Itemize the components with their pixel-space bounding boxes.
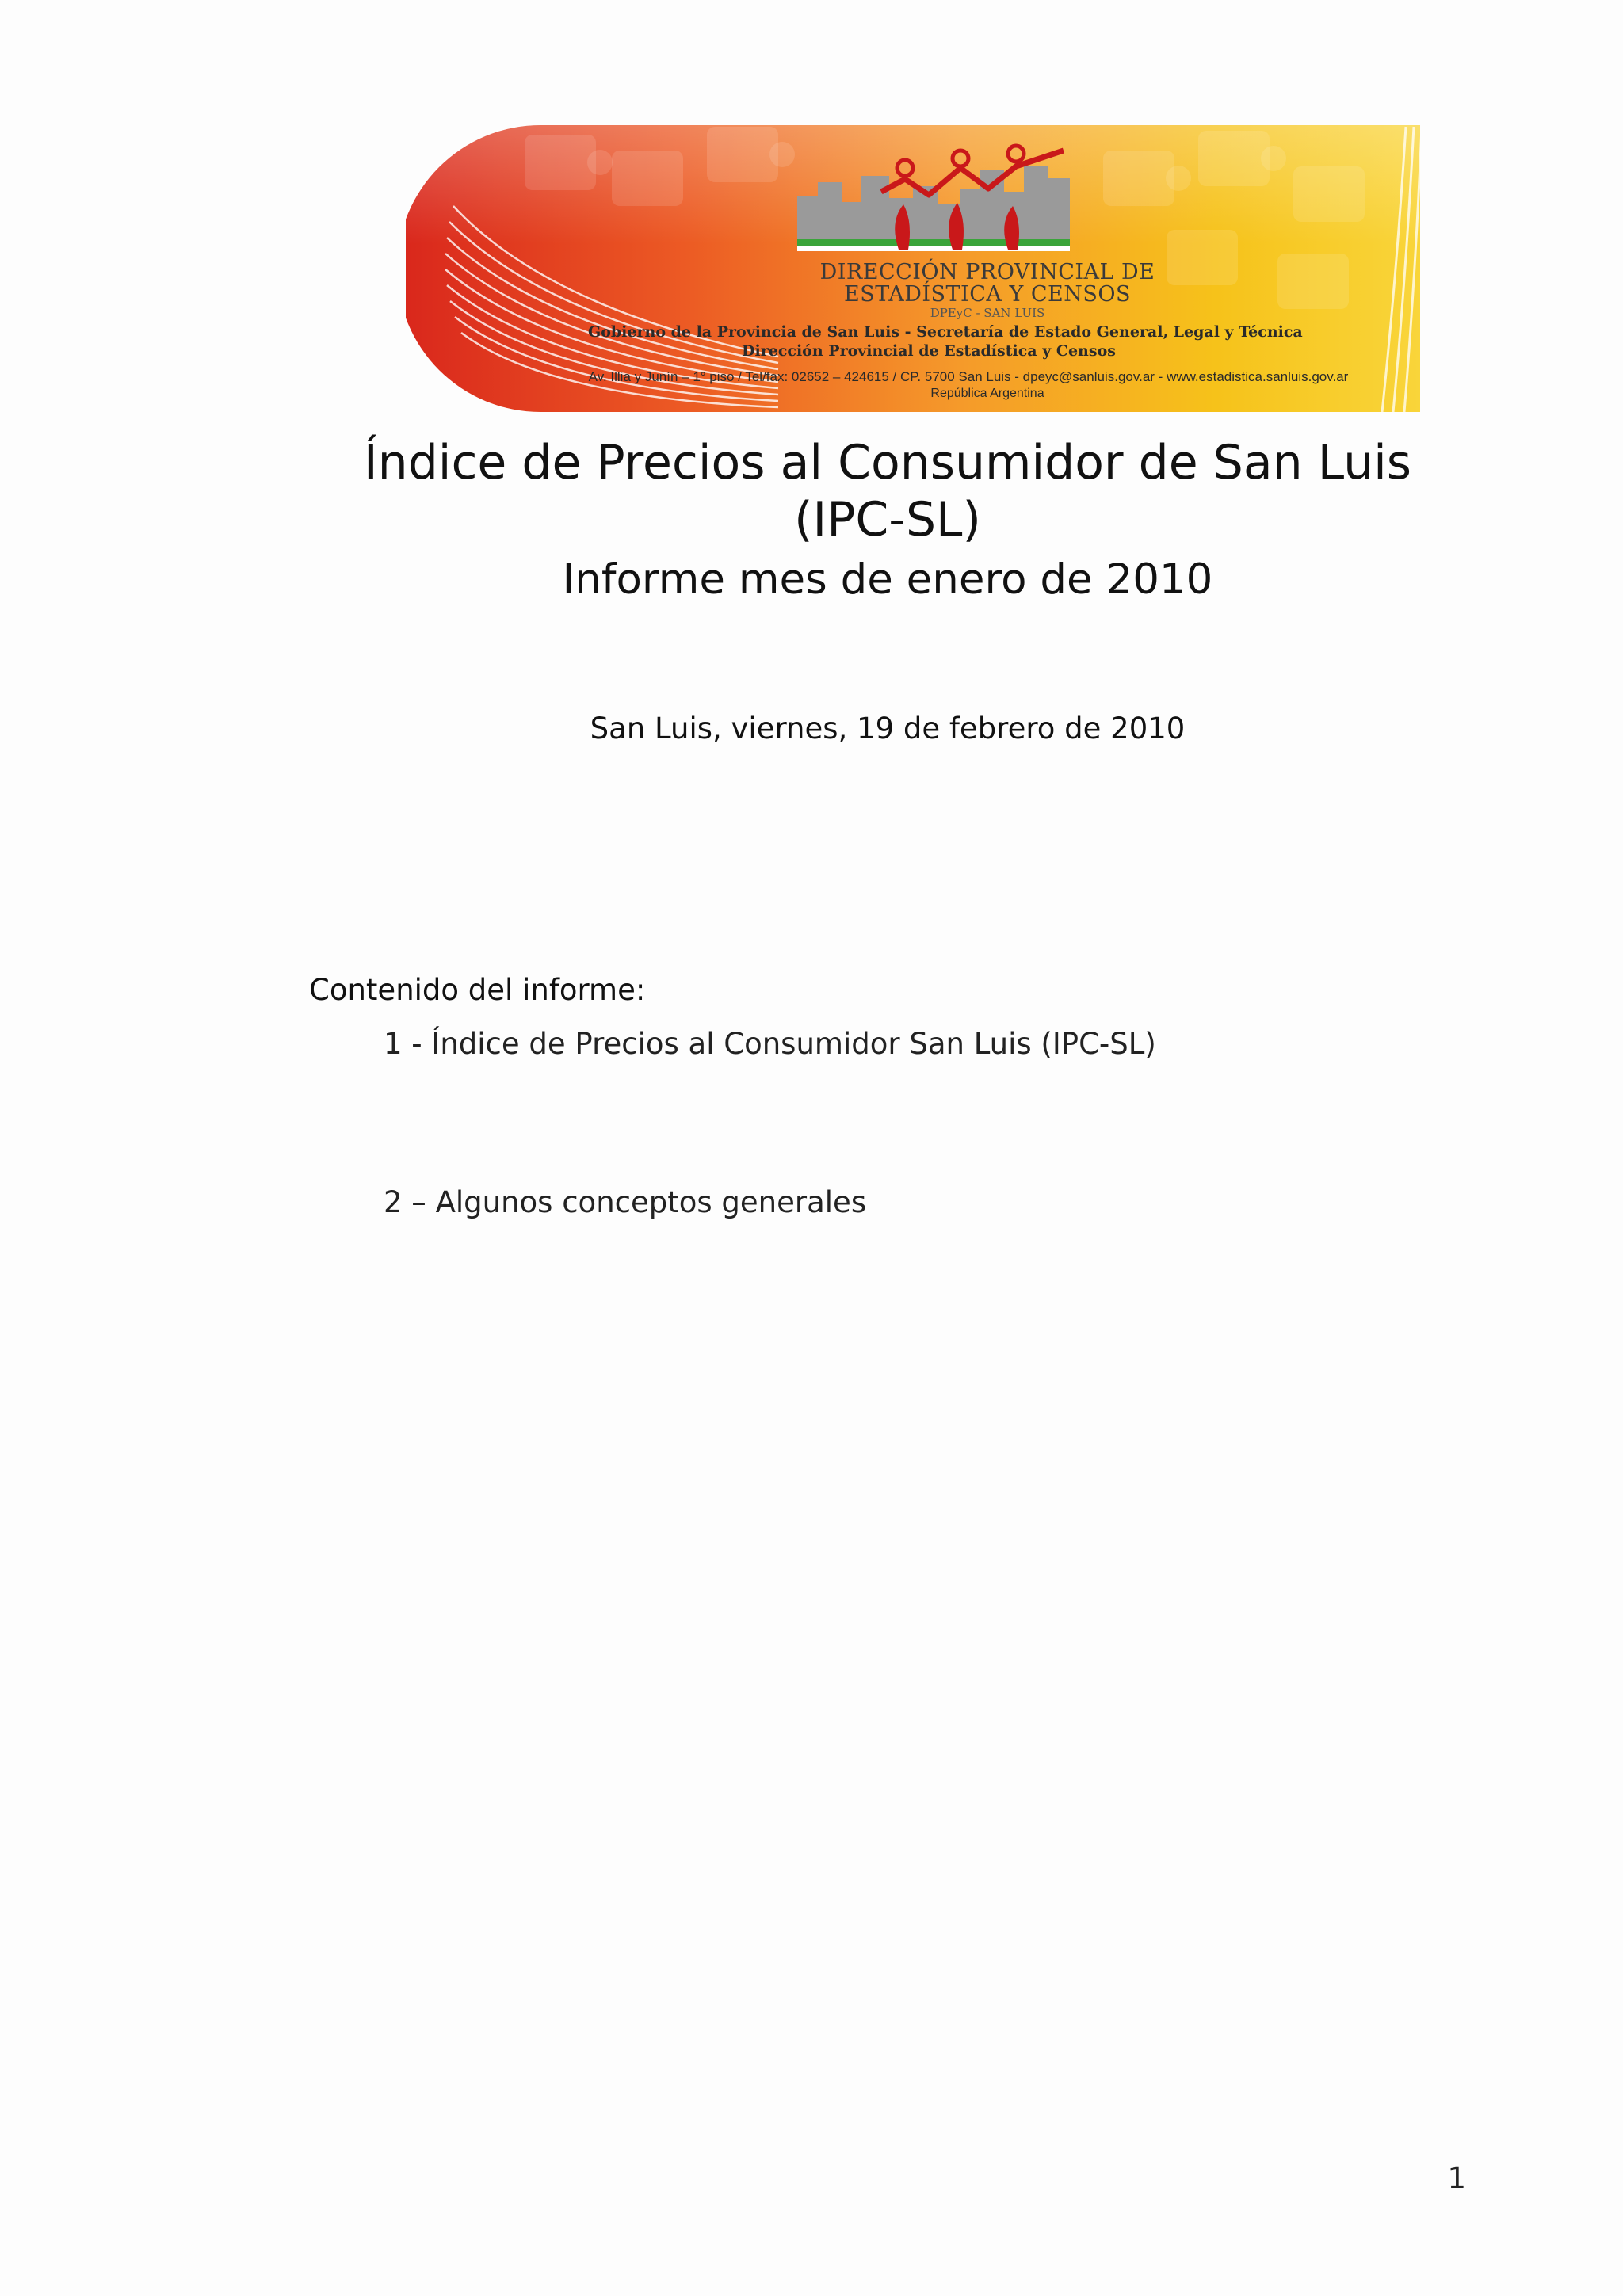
letterhead-banner (406, 119, 1433, 416)
agency-acronym: DPEyC - SAN LUIS (930, 306, 1045, 320)
government-line: Gobierno de la Provincia de San Luis - Secretaría de Estado General, Legal y Técnica (588, 323, 1303, 341)
document-title-acronym: (IPC-SL) (794, 492, 981, 547)
contents-item: 1 - Índice de Precios al Consumidor San Luis (IPC-SL) (384, 1027, 1156, 1061)
document-title: Índice de Precios al Consumidor de San Luis (363, 435, 1412, 490)
letterhead-text (406, 119, 1433, 416)
contents-heading: Contenido del informe: (309, 973, 646, 1007)
document-subtitle: Informe mes de enero de 2010 (562, 555, 1213, 604)
page-number: 1 (1447, 2161, 1466, 2195)
country-line: República Argentina (930, 387, 1044, 400)
document-title-block (285, 434, 1490, 607)
directorate-line: Dirección Provincial de Estadística y Censos (742, 342, 1116, 360)
document-date: San Luis, viernes, 19 de febrero de 2010 (590, 711, 1186, 746)
contents-item: 2 – Algunos conceptos generales (384, 1185, 867, 1219)
agency-name-line1: DIRECCIÓN PROVINCIAL DE (819, 260, 1155, 284)
contact-address-line: Av. Illia y Junín – 1° piso / Tel/fax: 02652 – 424615 / CP. 5700 San Luis - dpeyc@sanluis.gov.ar - www.estadistica.sanluis.gov.ar (588, 369, 1349, 384)
agency-name-line2: ESTADÍSTICA Y CENSOS (844, 282, 1131, 307)
